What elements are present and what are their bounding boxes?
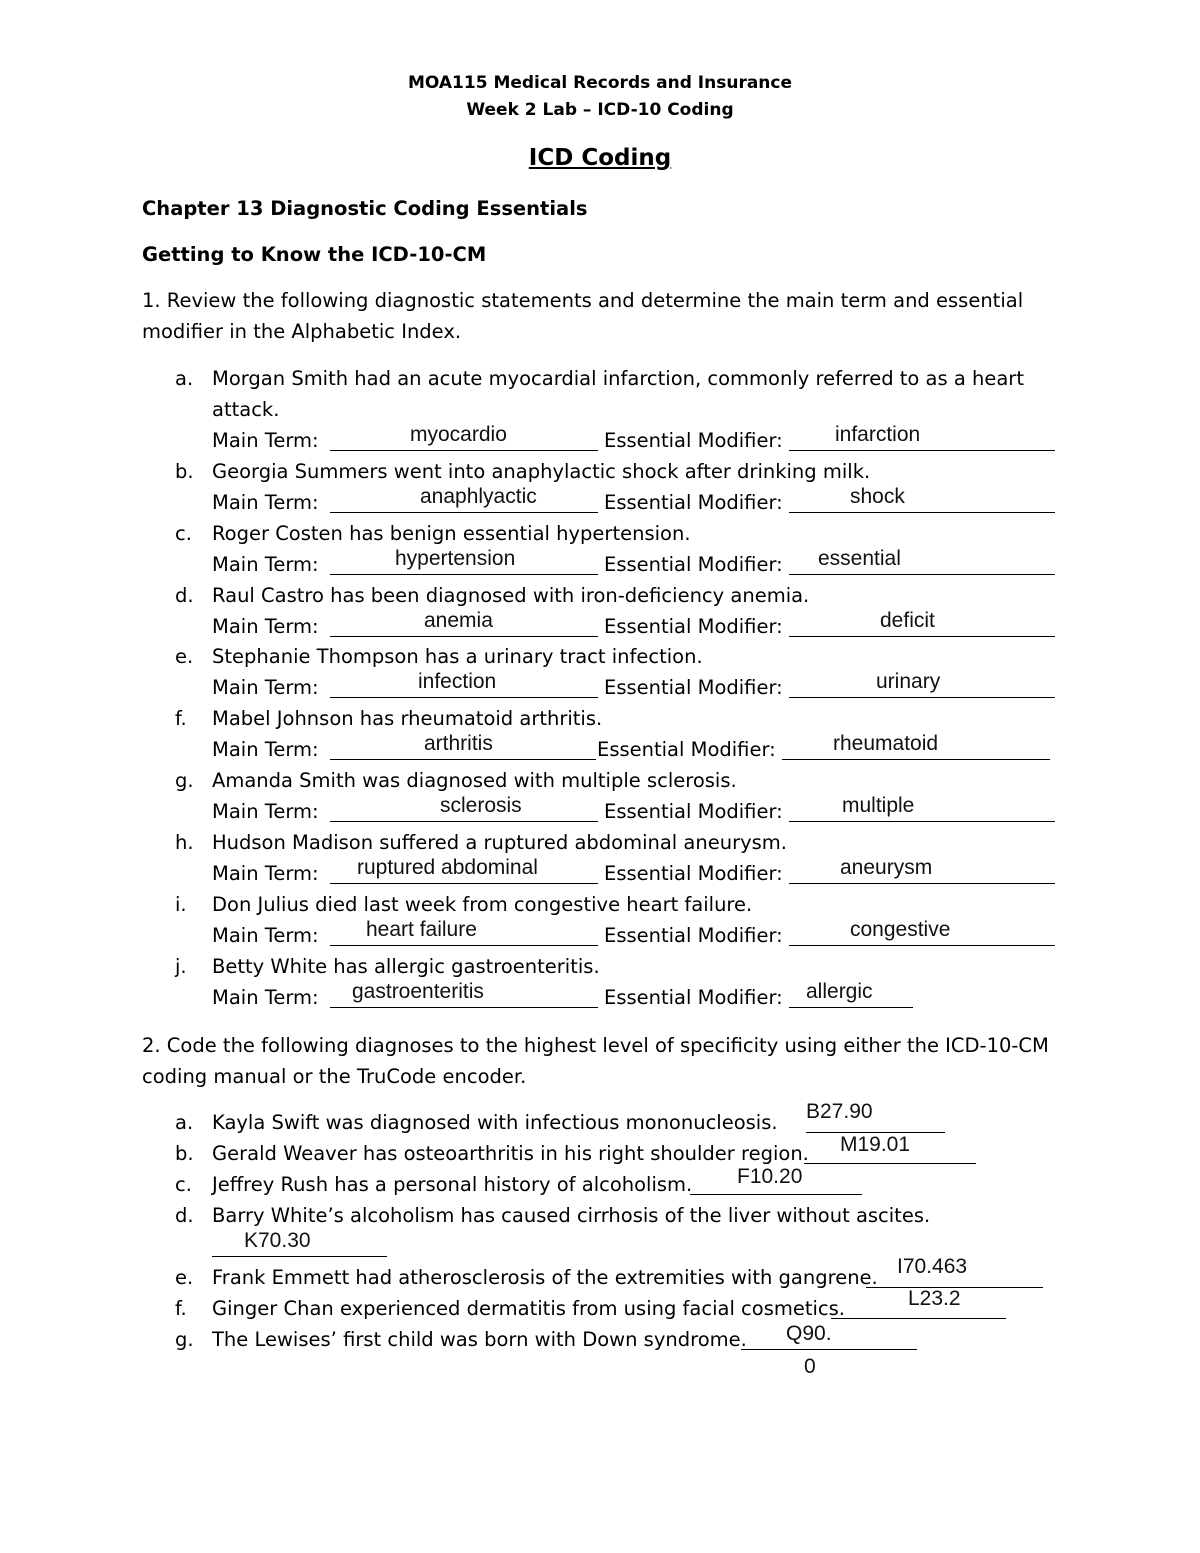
diagnostic-statement: Betty White has allergic gastroenteritis. xyxy=(212,955,600,978)
main-term-blank-line xyxy=(330,450,598,451)
essential-modifier-blank-line xyxy=(789,636,1055,637)
diagnostic-statement: Roger Costen has benign essential hypertension. xyxy=(212,522,691,545)
main-term-answer[interactable]: ruptured abdominal xyxy=(357,856,538,879)
main-term-blank-line xyxy=(330,574,598,575)
essential-modifier-blank-line xyxy=(789,1007,913,1008)
essential-modifier-label: Essential Modifier: xyxy=(604,429,783,452)
main-term-blank-line xyxy=(330,821,598,822)
essential-modifier-label: Essential Modifier: xyxy=(604,676,783,699)
item-letter: a. xyxy=(175,1111,194,1134)
main-term-answer[interactable]: infection xyxy=(418,670,497,693)
chapter-heading: Chapter 13 Diagnostic Coding Essentials xyxy=(142,197,588,220)
code-answer[interactable]: M19.01 xyxy=(840,1133,911,1156)
main-term-answer[interactable]: arthritis xyxy=(424,732,493,755)
diagnostic-statement: Stephanie Thompson has a urinary tract infection. xyxy=(212,645,703,668)
diagnostic-statement: Amanda Smith was diagnosed with multiple sclerosis. xyxy=(212,769,737,792)
item-letter: a. xyxy=(175,367,194,390)
main-term-blank-line xyxy=(330,759,596,760)
code-blank-line xyxy=(690,1194,862,1195)
diagnostic-statement: Mabel Johnson has rheumatoid arthritis. xyxy=(212,707,603,730)
main-term-label: Main Term: xyxy=(212,553,319,576)
section-heading: Getting to Know the ICD-10-CM xyxy=(142,243,487,266)
essential-modifier-answer[interactable]: urinary xyxy=(876,670,941,693)
main-term-label: Main Term: xyxy=(212,924,319,947)
code-blank-line xyxy=(804,1163,976,1164)
essential-modifier-answer[interactable]: multiple xyxy=(842,794,915,817)
code-blank-line xyxy=(212,1256,387,1257)
diagnostic-statement: Raul Castro has been diagnosed with iron-deficiency anemia. xyxy=(212,584,810,607)
diagnosis-statement: Kayla Swift was diagnosed with infectious mononucleosis. xyxy=(212,1111,778,1134)
diagnostic-statement-continued: attack. xyxy=(212,398,280,421)
item-letter: e. xyxy=(175,645,194,668)
main-term-label: Main Term: xyxy=(212,491,319,514)
main-term-label: Main Term: xyxy=(212,738,319,761)
essential-modifier-blank-line xyxy=(789,512,1055,513)
item-letter: h. xyxy=(175,831,194,854)
code-blank-line xyxy=(741,1349,917,1350)
course-title: MOA115 Medical Records and Insurance xyxy=(407,73,793,93)
code-answer[interactable]: I70.463 xyxy=(897,1255,968,1278)
essential-modifier-label: Essential Modifier: xyxy=(604,491,783,514)
essential-modifier-blank-line xyxy=(789,697,1055,698)
item-letter: e. xyxy=(175,1266,194,1289)
code-answer[interactable]: L23.2 xyxy=(908,1287,961,1310)
essential-modifier-blank-line xyxy=(782,759,1050,760)
main-term-blank-line xyxy=(330,636,598,637)
item-letter: c. xyxy=(175,522,192,545)
main-term-blank-line xyxy=(330,883,598,884)
code-answer-continued[interactable]: 0 xyxy=(804,1355,816,1378)
item-letter: i. xyxy=(175,893,187,916)
main-term-answer[interactable]: sclerosis xyxy=(440,794,522,817)
essential-modifier-answer[interactable]: allergic xyxy=(806,980,873,1003)
item-letter: f. xyxy=(175,1297,187,1320)
diagnosis-statement: Frank Emmett had atherosclerosis of the extremities with gangrene. xyxy=(212,1266,878,1289)
code-answer[interactable]: F10.20 xyxy=(737,1165,803,1188)
main-term-blank-line xyxy=(330,697,598,698)
essential-modifier-answer[interactable]: infarction xyxy=(835,423,921,446)
main-term-blank-line xyxy=(330,945,598,946)
essential-modifier-blank-line xyxy=(789,821,1055,822)
main-term-label: Main Term: xyxy=(212,862,319,885)
essential-modifier-blank-line xyxy=(789,574,1055,575)
item-letter: g. xyxy=(175,769,194,792)
essential-modifier-label: Essential Modifier: xyxy=(604,986,783,1009)
item-letter: d. xyxy=(175,1204,194,1227)
main-term-answer[interactable]: anaphlyactic xyxy=(420,485,537,508)
diagnosis-statement: The Lewises’ first child was born with Down syndrome. xyxy=(212,1328,747,1351)
essential-modifier-answer[interactable]: aneurysm xyxy=(840,856,933,879)
essential-modifier-answer[interactable]: rheumatoid xyxy=(833,732,939,755)
item-letter: g. xyxy=(175,1328,194,1351)
main-term-blank-line xyxy=(330,512,598,513)
code-answer[interactable]: B27.90 xyxy=(806,1100,873,1123)
essential-modifier-label: Essential Modifier: xyxy=(604,924,783,947)
essential-modifier-answer[interactable]: congestive xyxy=(850,918,951,941)
main-term-answer[interactable]: anemia xyxy=(424,609,493,632)
essential-modifier-answer[interactable]: essential xyxy=(818,547,901,570)
main-term-answer[interactable]: gastroenteritis xyxy=(352,980,484,1003)
question-1-prompt-line2: modifier in the Alphabetic Index. xyxy=(142,320,462,343)
question-1-prompt-line1: 1. Review the following diagnostic statements and determine the main term and essential xyxy=(142,289,1024,312)
lab-title: Week 2 Lab – ICD-10 Coding xyxy=(466,100,734,120)
diagnostic-statement: Don Julius died last week from congestive heart failure. xyxy=(212,893,753,916)
main-term-blank-line xyxy=(330,1007,598,1008)
essential-modifier-label: Essential Modifier: xyxy=(604,615,783,638)
page-title: ICD Coding xyxy=(528,145,672,171)
item-letter: f. xyxy=(175,707,187,730)
essential-modifier-label: Essential Modifier: xyxy=(604,800,783,823)
diagnosis-statement: Jeffrey Rush has a personal history of alcoholism. xyxy=(212,1173,693,1196)
diagnosis-statement: Gerald Weaver has osteoarthritis in his right shoulder region. xyxy=(212,1142,809,1165)
item-letter: b. xyxy=(175,460,194,483)
main-term-label: Main Term: xyxy=(212,676,319,699)
main-term-answer[interactable]: hypertension xyxy=(395,547,516,570)
code-blank-line xyxy=(831,1318,1006,1319)
essential-modifier-blank-line xyxy=(789,945,1055,946)
main-term-label: Main Term: xyxy=(212,615,319,638)
main-term-answer[interactable]: myocardio xyxy=(410,423,507,446)
diagnostic-statement: Hudson Madison suffered a ruptured abdominal aneurysm. xyxy=(212,831,787,854)
essential-modifier-label: Essential Modifier: xyxy=(604,862,783,885)
diagnosis-statement: Ginger Chan experienced dermatitis from using facial cosmetics. xyxy=(212,1297,846,1320)
essential-modifier-answer[interactable]: shock xyxy=(850,485,905,508)
main-term-answer[interactable]: heart failure xyxy=(366,918,477,941)
essential-modifier-label: Essential Modifier: xyxy=(597,738,776,761)
essential-modifier-label: Essential Modifier: xyxy=(604,553,783,576)
main-term-label: Main Term: xyxy=(212,986,319,1009)
code-answer[interactable]: K70.30 xyxy=(244,1229,311,1252)
question-2-prompt-line2: coding manual or the TruCode encoder. xyxy=(142,1065,527,1088)
code-answer[interactable]: Q90. xyxy=(786,1322,832,1345)
diagnostic-statement: Morgan Smith had an acute myocardial infarction, commonly referred to as a heart xyxy=(212,367,1024,390)
main-term-label: Main Term: xyxy=(212,800,319,823)
essential-modifier-blank-line xyxy=(789,450,1055,451)
item-letter: d. xyxy=(175,584,194,607)
essential-modifier-answer[interactable]: deficit xyxy=(880,609,935,632)
item-letter: j. xyxy=(175,955,187,978)
question-2-prompt-line1: 2. Code the following diagnoses to the highest level of specificity using either the ICD-10-CM xyxy=(142,1034,1049,1057)
item-letter: c. xyxy=(175,1173,192,1196)
main-term-label: Main Term: xyxy=(212,429,319,452)
item-letter: b. xyxy=(175,1142,194,1165)
essential-modifier-blank-line xyxy=(789,883,1055,884)
diagnosis-statement: Barry White’s alcoholism has caused cirrhosis of the liver without ascites. xyxy=(212,1204,931,1227)
diagnostic-statement: Georgia Summers went into anaphylactic shock after drinking milk. xyxy=(212,460,871,483)
